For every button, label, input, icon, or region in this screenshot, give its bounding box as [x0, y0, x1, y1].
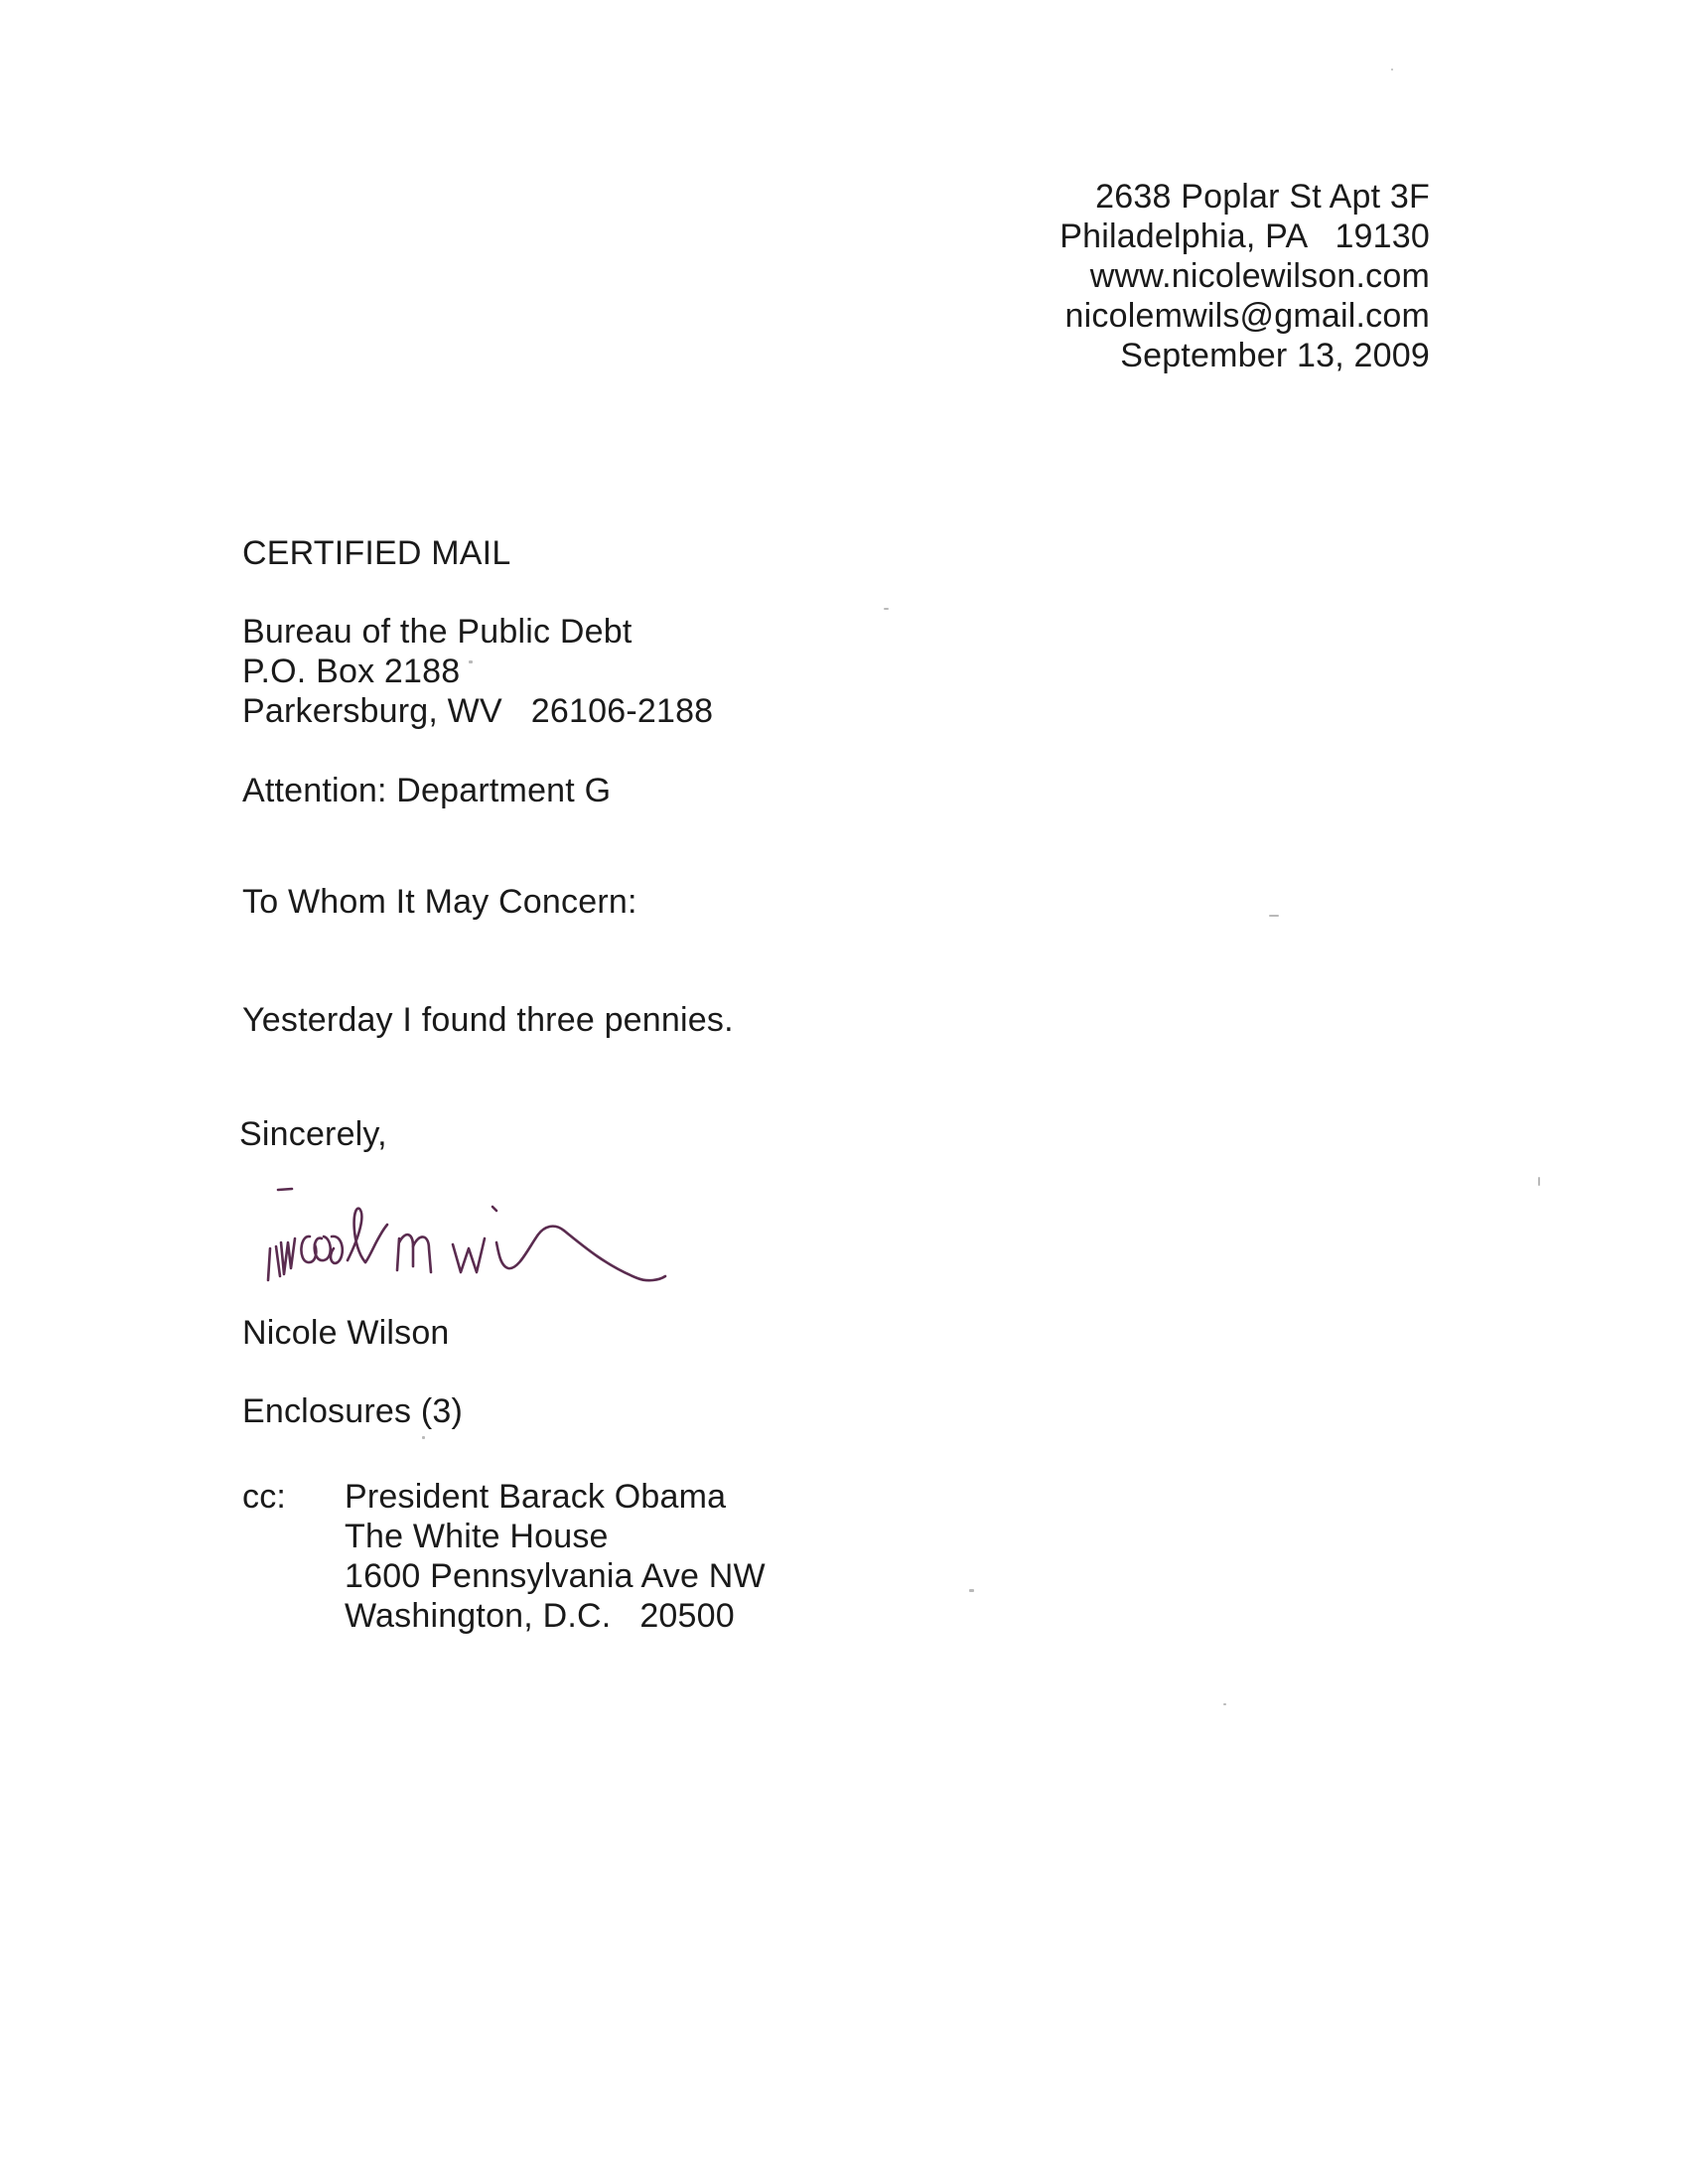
recipient-address-block [242, 612, 713, 731]
letter-body: Yesterday I found three pennies. [242, 1001, 734, 1039]
sender-website: www.nicolewilson.com [1089, 257, 1430, 295]
cc-street: 1600 Pennsylvania Ave NW [345, 1557, 766, 1595]
sender-street: 2638 Poplar St Apt 3F [1095, 178, 1430, 216]
recipient-po-box: P.O. Box 2188 [242, 653, 461, 690]
handwritten-signature [248, 1177, 804, 1296]
scan-speck [1269, 915, 1279, 917]
cc-name: President Barack Obama [345, 1478, 727, 1516]
enclosures-line: Enclosures (3) [242, 1392, 463, 1430]
cc-city-state-zip: Washington, D.C. 20500 [345, 1597, 735, 1635]
scan-speck [469, 660, 473, 663]
cc-address-block [345, 1477, 766, 1636]
cc-label: cc: [242, 1478, 287, 1516]
cc-place: The White House [345, 1518, 609, 1555]
attention-line: Attention: Department G [242, 772, 612, 809]
sender-address-block [1059, 177, 1430, 375]
scan-speck [884, 608, 889, 610]
sender-city-state-zip: Philadelphia, PA 19130 [1059, 218, 1430, 255]
scan-speck [422, 1436, 425, 1439]
recipient-city-state-zip: Parkersburg, WV 26106-2188 [242, 692, 714, 730]
scan-speck [1391, 69, 1393, 71]
scan-speck [969, 1589, 974, 1592]
signature-name: Nicole Wilson [242, 1314, 450, 1352]
salutation: To Whom It May Concern: [242, 883, 637, 921]
closing: Sincerely, [239, 1115, 387, 1153]
letter-date: September 13, 2009 [1120, 337, 1430, 374]
mail-type: CERTIFIED MAIL [242, 534, 511, 572]
scan-speck [1538, 1177, 1540, 1186]
sender-email: nicolemwils@gmail.com [1064, 297, 1430, 335]
scan-speck [1223, 1703, 1226, 1705]
recipient-name: Bureau of the Public Debt [242, 613, 633, 651]
